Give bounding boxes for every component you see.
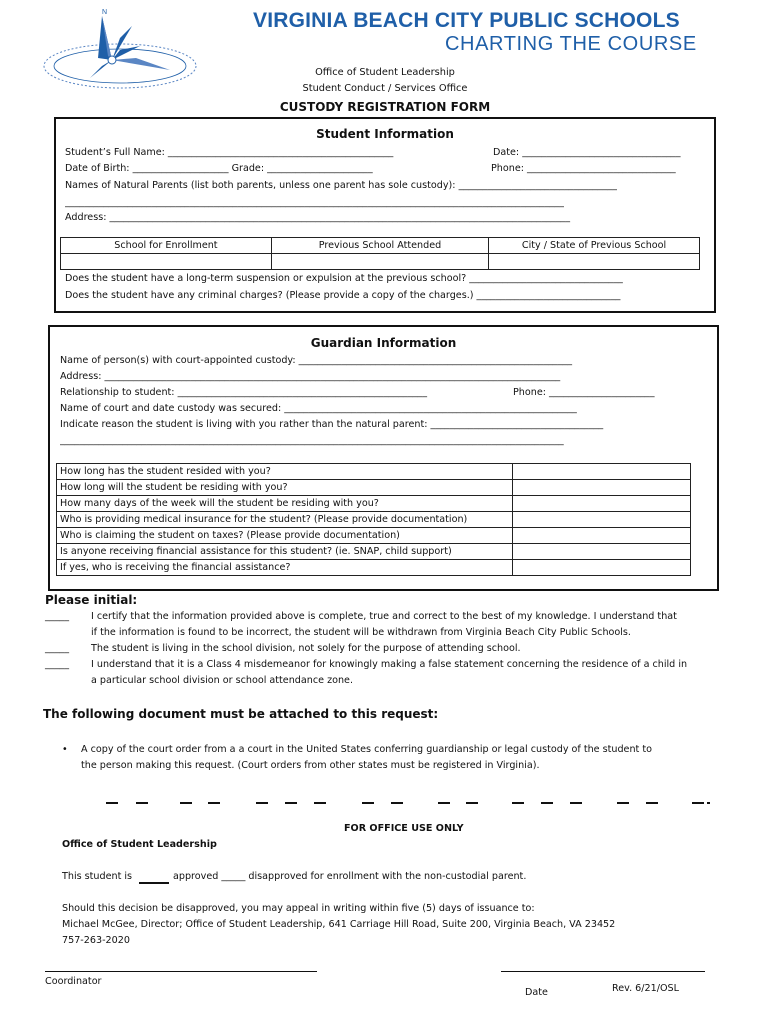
date-field[interactable]: Date: _________________________________ [493,147,681,158]
guardian-info-section [48,325,719,591]
date-signature-line[interactable] [501,971,705,972]
form-title: CUSTODY REGISTRATION FORM [279,100,491,114]
attachment-title: The following document must be attached to this request: [43,707,439,721]
tagline: CHARTING THE COURSE [445,33,697,55]
charges-question[interactable]: Does the student have any criminal charges? (Please provide a copy of the charges.) ______________________________ [65,290,621,301]
question-resided: How long has the student resided with you? [57,464,513,480]
question-taxes: Who is claiming the student on taxes? (Please provide documentation) [57,528,513,544]
appeal-line-2: Michael McGee, Director; Office of Student Leadership, 641 Carriage Hill Road, Suite 200, Virginia Beach, VA 23452 [62,919,616,930]
school-table [60,237,700,270]
answer-cell[interactable] [513,464,691,480]
revision-label: Rev. 6/21/OSL [612,983,679,994]
answer-cell[interactable] [513,480,691,496]
dob-grade-field[interactable]: Date of Birth: ____________________ Grade: ______________________ [65,163,373,174]
initial-blank-3[interactable]: _____ [45,659,69,670]
student-phone-field[interactable]: Phone: _______________________________ [491,163,676,174]
suboffice-name: Student Conduct / Services Office [302,83,468,94]
certify-statement-3: I understand that it is a Class 4 misdemeanor for knowingly making a false statement concerning the residence of a child in [91,659,688,670]
initial-blank-1[interactable]: _____ [45,611,69,622]
answer-cell[interactable] [513,496,691,512]
certify-statement-1b: if the information is found to be incorrect, the student will be withdrawn from Virginia Beach City Public Schools. [91,627,631,638]
please-initial-title: Please initial: [45,593,138,607]
court-date-field[interactable]: Name of court and date custody was secured: _____________________________________________________________ [60,403,577,414]
reason-field[interactable]: Indicate reason the student is living with you rather than the natural parent: ____________________________________ [60,419,604,430]
office-name: Office of Student Leadership [315,67,455,78]
natural-parents-field[interactable]: Names of Natural Parents (list both parents, unless one parent has sole custody): _________________________________ [65,180,617,191]
table-row [57,464,691,480]
certify-statement-1: I certify that the information provided above is complete, true and correct to the best of my knowledge. I understand that [91,611,677,622]
table-row [57,560,691,576]
custody-name-field[interactable]: Name of person(s) with court-appointed custody: _________________________________________________________ [60,355,573,366]
guardian-address-field[interactable]: Address: _______________________________________________________________________________________________ [60,371,561,382]
table-row [57,496,691,512]
answer-cell[interactable] [513,528,691,544]
decision-options: approved _____ disapproved for enrollment with the non-custodial parent. [173,871,527,882]
student-name-field[interactable]: Student’s Full Name: _______________________________________________ [65,147,394,158]
answer-cell[interactable] [513,512,691,528]
guardian-info-title: Guardian Information [310,336,457,350]
table-row [61,238,700,254]
school-name: VIRGINIA BEACH CITY PUBLIC SCHOOLS [253,9,680,32]
approved-blank[interactable] [139,872,169,884]
office-use-title: FOR OFFICE USE ONLY [344,823,464,834]
question-days-per-week: How many days of the week will the student be residing with you? [57,496,513,512]
reason-field-line2[interactable]: _________________________________________________________________________________________________________ [60,435,564,446]
question-medical-insurance: Who is providing medical insurance for the student? (Please provide documentation) [57,512,513,528]
student-info-title: Student Information [316,127,454,141]
attachment-item: A copy of the court order from a a court in the United States conferring guardianship or legal custody of the student to [81,744,652,755]
school-enrollment-header: School for Enrollment [61,238,272,254]
bullet-icon: • [62,744,68,755]
certify-statement-2: The student is living in the school division, not solely for the purpose of attending school. [91,643,521,654]
table-row [57,480,691,496]
question-will-reside: How long will the student be residing with you? [57,480,513,496]
city-state-cell[interactable] [489,254,700,270]
guardian-phone-field[interactable]: Phone: ______________________ [513,387,655,398]
coordinator-signature-line[interactable] [45,971,317,972]
student-address-field[interactable]: Address: ________________________________________________________________________________________________ [65,212,570,223]
natural-parents-field-line2[interactable]: ________________________________________________________________________________________________________ [65,197,564,208]
suspension-question[interactable]: Does the student have a long-term suspension or expulsion at the previous school? ________________________________ [65,273,623,284]
svg-text:N: N [102,9,108,16]
office-use-office: Office of Student Leadership [62,839,217,850]
table-row [57,528,691,544]
appeal-line-1: Should this decision be disapproved, you may appeal in writing within five (5) days of issuance to: [62,903,535,914]
initial-blank-2[interactable]: _____ [45,643,69,654]
table-row [57,544,691,560]
date-label: Date [525,987,548,998]
student-info-section [54,117,716,313]
relationship-field[interactable]: Relationship to student: ____________________________________________________ [60,387,428,398]
previous-school-header: Previous School Attended [271,238,488,254]
attachment-item-line2: the person making this request. (Court orders from other states must be registered in Virginia). [81,760,540,771]
certify-statement-3b: a particular school division or school attendance zone. [91,675,354,686]
question-who-receiving: If yes, who is receiving the financial assistance? [57,560,513,576]
answer-cell[interactable] [513,544,691,560]
appeal-phone: 757-263-2020 [62,935,130,946]
table-row [61,254,700,270]
decision-label: This student is [62,871,133,882]
guardian-questions-table [56,463,691,576]
coordinator-label: Coordinator [45,976,102,987]
city-state-header: City / State of Previous School [489,238,700,254]
previous-school-cell[interactable] [271,254,488,270]
answer-cell[interactable] [513,560,691,576]
question-financial-assistance: Is anyone receiving financial assistance for this student? (ie. SNAP, child support) [57,544,513,560]
school-enrollment-cell[interactable] [61,254,272,270]
table-row [57,512,691,528]
